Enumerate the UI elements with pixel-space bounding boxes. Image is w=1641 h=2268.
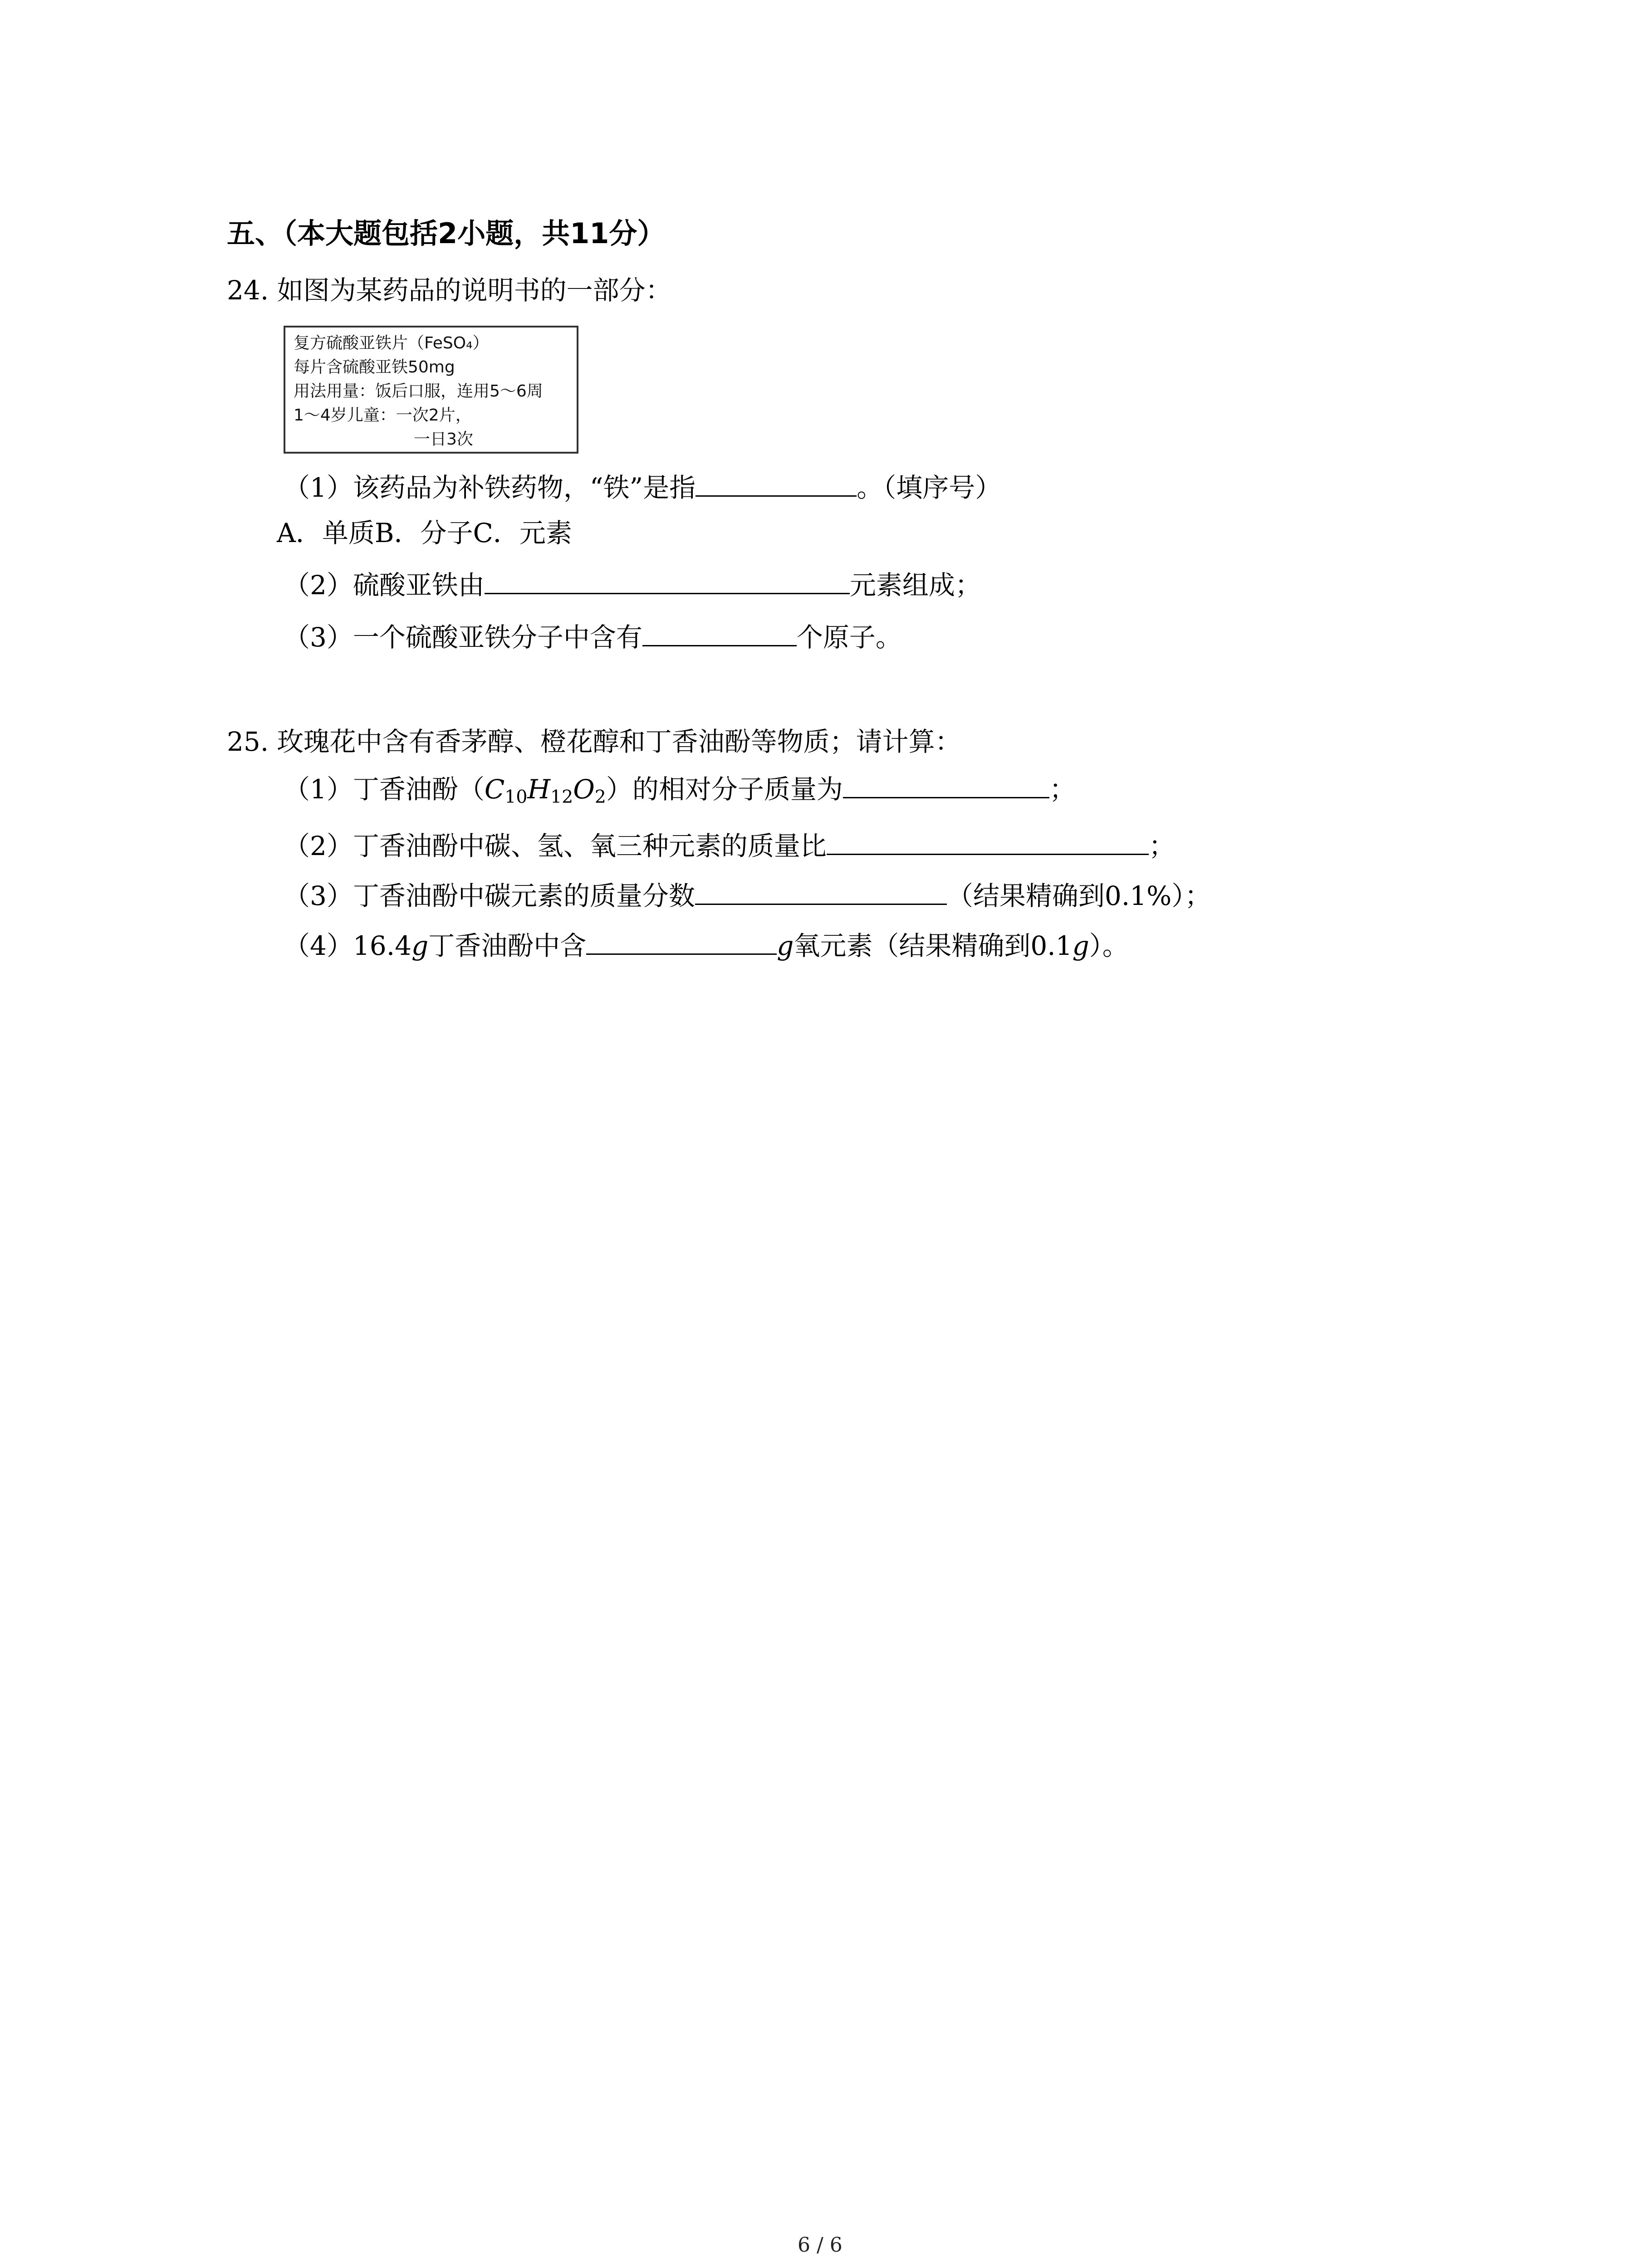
section-title xyxy=(227,215,665,252)
question-25-stem: 25. 玫瑰花中含有香茅醇、橙花醇和丁香油酚等物质；请计算： xyxy=(227,726,961,757)
answer-blank-25-1[interactable] xyxy=(843,772,1049,798)
answer-blank-25-2[interactable] xyxy=(827,828,1149,855)
option-a: A．单质 xyxy=(277,518,375,548)
answer-blank-24-2[interactable] xyxy=(485,567,850,594)
label-line-4: 1～4岁儿童：一次2片， xyxy=(294,406,472,425)
question-25-part-3: （3）丁香油酚中碳元素的质量分数 （结果精确到0.1%）； xyxy=(284,878,1211,914)
answer-blank-25-3[interactable] xyxy=(695,878,947,905)
chemical-formula: $C_{10}H_{12}O_2$ xyxy=(484,774,606,807)
question-25-part-2: （2）丁香油酚中碳、氢、氧三种元素的质量比 ； xyxy=(284,828,1175,864)
question-24-options xyxy=(277,515,572,551)
medicine-label-box xyxy=(284,326,578,454)
label-line-3: 用法用量：饭后口服，连用5～6周 xyxy=(294,382,543,401)
label-line-2: 每片含硫酸亚铁50mg xyxy=(294,358,455,376)
answer-blank-24-3[interactable] xyxy=(642,620,797,646)
question-25-part-4: （4）16.4g丁香油酚中含 g氧元素（结果精确到0.1g）。 xyxy=(284,928,1129,964)
page-number: 6 / 6 xyxy=(798,2234,843,2257)
option-b: B．分子 xyxy=(374,518,473,548)
question-24-part-1: （1）该药品为补铁药物，“铁”是指 。（填序号） xyxy=(284,469,1001,506)
question-24-part-3: （3）一个硫酸亚铁分子中含有 个原子。 xyxy=(284,619,902,655)
answer-blank-25-4[interactable] xyxy=(586,928,777,955)
section-title-text: 五、（本大题包括2小题，共11分） xyxy=(227,217,666,250)
answer-blank-24-1[interactable] xyxy=(696,470,857,497)
label-line-5: 一日3次 xyxy=(414,430,473,449)
label-line-1: 复方硫酸亚铁片（FeSO₄） xyxy=(294,334,489,352)
question-24-part-2: （2）硫酸亚铁由 元素组成； xyxy=(284,567,981,603)
question-25-part-1: （1）丁香油酚$(C_{10}H_{12}O_2)$的相对分子质量为 ； xyxy=(284,771,1076,807)
question-24-stem: 24. 如图为某药品的说明书的一部分： xyxy=(227,275,672,306)
option-c: C．元素 xyxy=(473,518,572,548)
